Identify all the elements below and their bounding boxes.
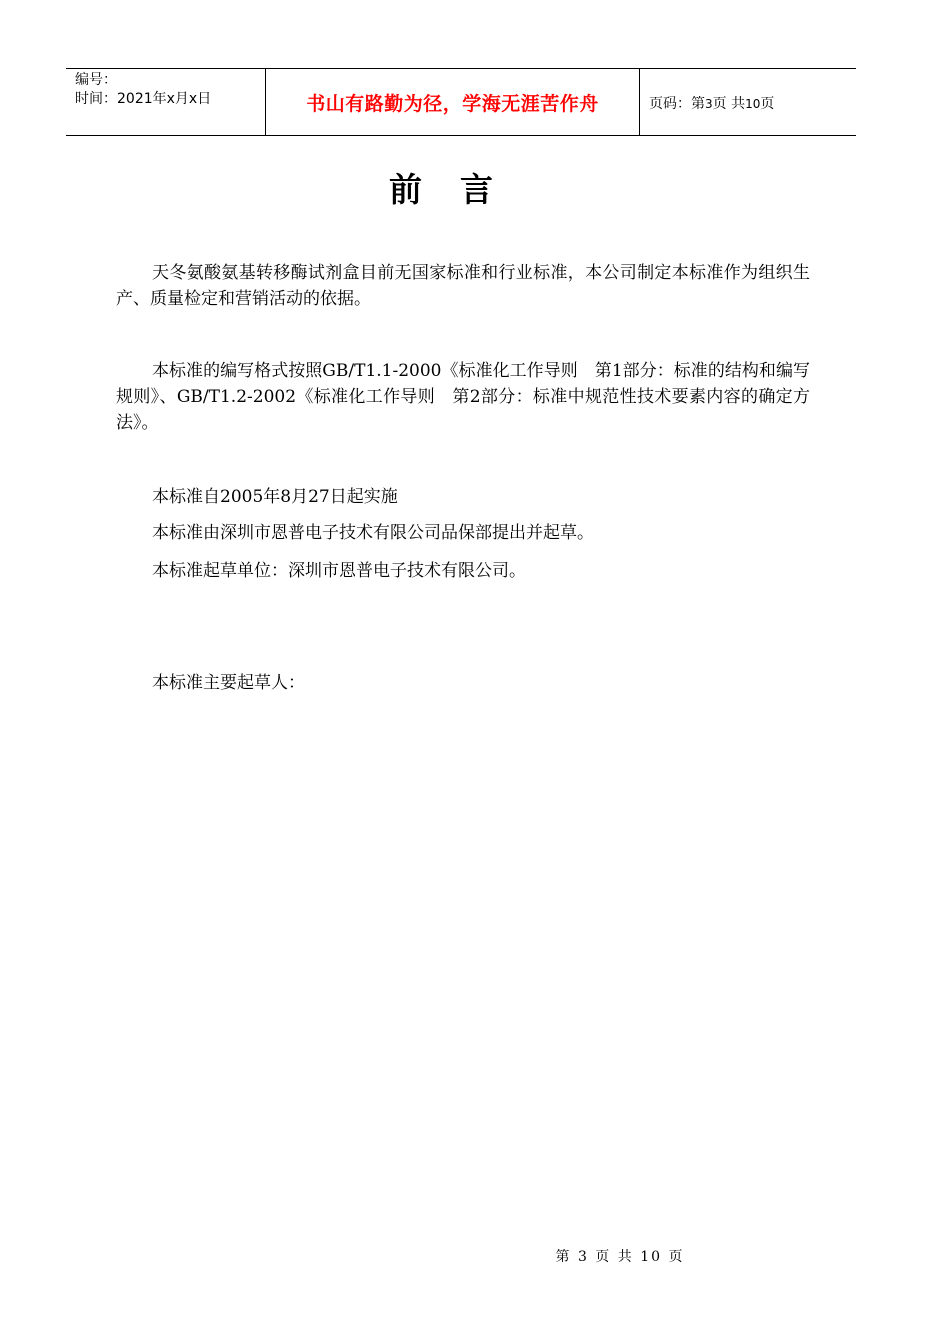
paragraph-format: 本标准的编写格式按照GB/T1.1-2000《标准化工作导则 第1部分：标准的结构和编写规则》、GB/T1.2-2002《标准化工作导则 第2部分：标准中规范性技术要素内容的确定方法》。 bbox=[116, 361, 810, 433]
paragraph-drafters: 本标准主要起草人： bbox=[152, 673, 305, 693]
paragraph-proposer: 本标准由深圳市恩普电子技术有限公司品保部提出并起草。 bbox=[152, 523, 594, 543]
header-meta-cell bbox=[66, 69, 266, 135]
page-total: 10 bbox=[745, 97, 761, 111]
paragraph-purpose: 天冬氨酸氨基转移酶试剂盒目前无国家标准和行业标准，本公司制定本标准作为组织生产、质量检定和营销活动的依据。 bbox=[116, 263, 810, 309]
paragraph-effective-date: 本标准自2005年8月27日起实施 bbox=[152, 487, 398, 507]
document-time-label: 时间：2021年x月x日 bbox=[75, 91, 212, 107]
document-header bbox=[66, 68, 856, 136]
page-current: 3 bbox=[705, 97, 713, 111]
page-suffix: 页 bbox=[760, 96, 775, 112]
header-page-number bbox=[649, 93, 774, 113]
header-motto: 书山有路勤为径，学海无涯苦作舟 bbox=[306, 92, 599, 115]
document-number-label: 编号： bbox=[75, 72, 117, 88]
page-footer: 第 3 页 共 10 页 bbox=[555, 1249, 685, 1265]
header-motto-cell bbox=[266, 69, 640, 135]
page-mid: 页 共 bbox=[712, 96, 746, 112]
page-prefix: 页码：第 bbox=[649, 96, 705, 112]
paragraph-drafting-unit: 本标准起草单位：深圳市恩普电子技术有限公司。 bbox=[152, 561, 526, 581]
document-title: 前言 bbox=[389, 170, 531, 209]
